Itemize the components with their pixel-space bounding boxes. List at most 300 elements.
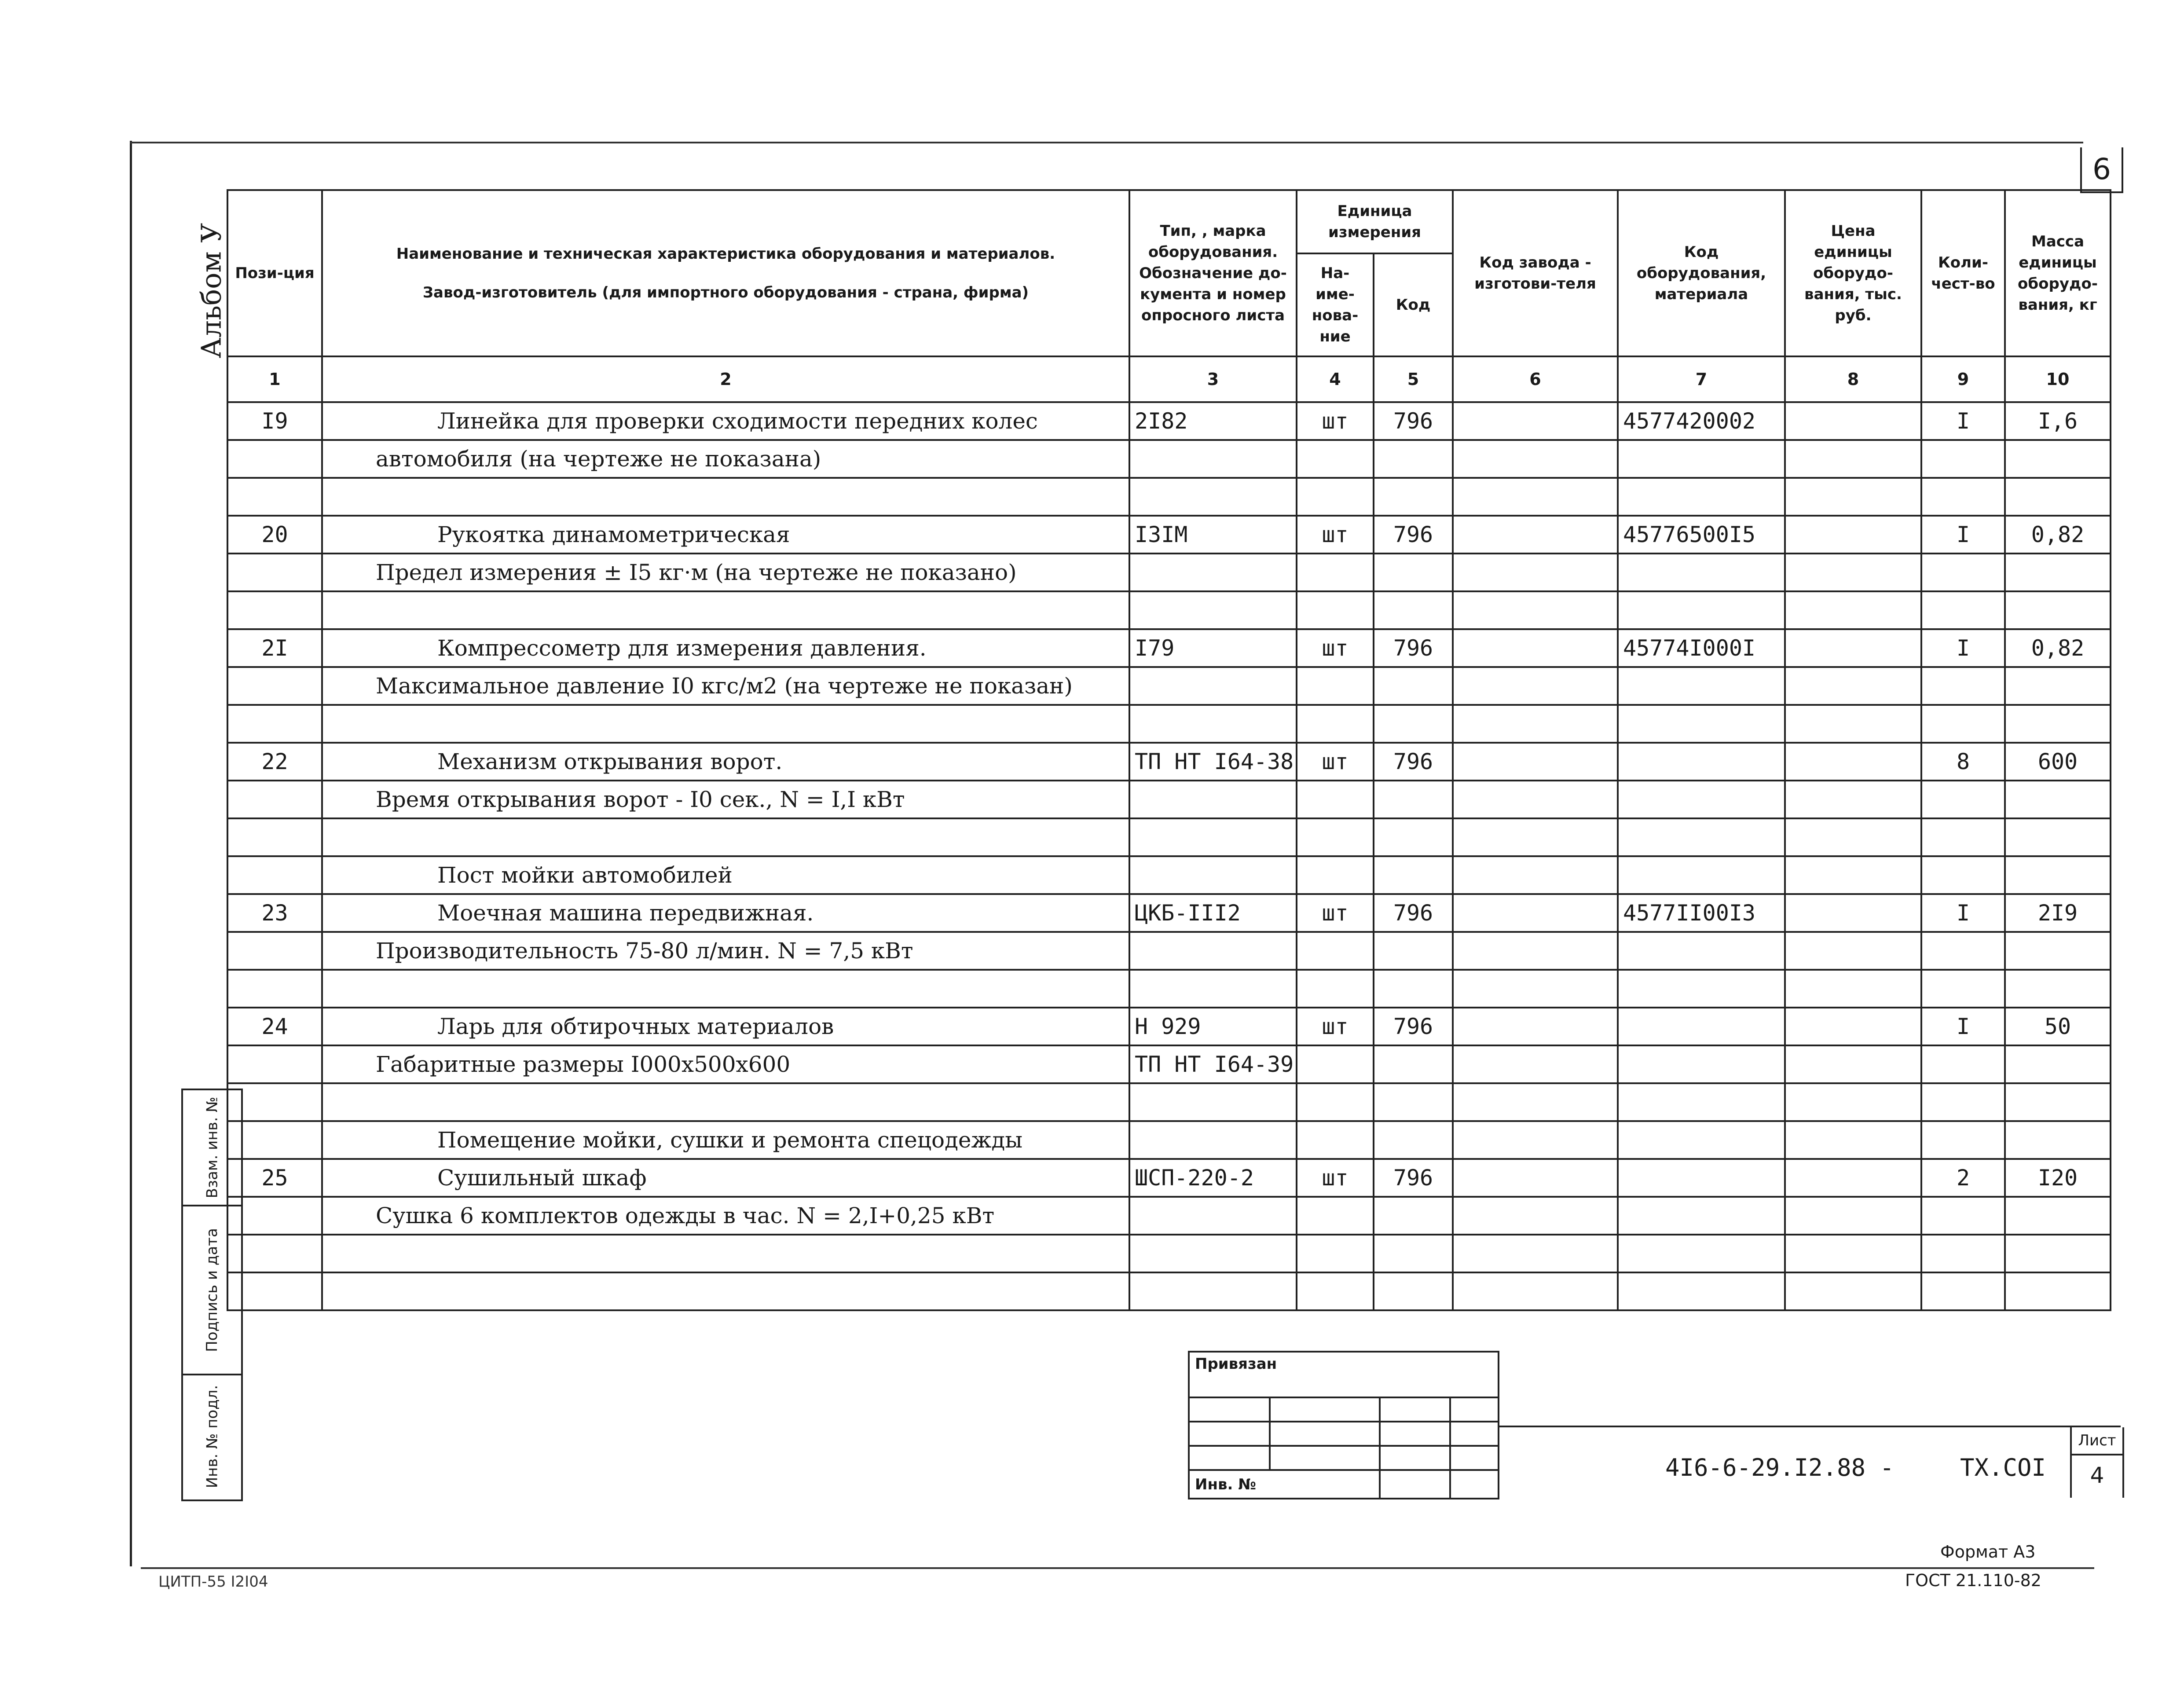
- cell-qty: [1921, 440, 2005, 478]
- cell-unit-code: [1374, 1235, 1453, 1272]
- cell-equip-code: [1618, 970, 1785, 1008]
- cell-unit: шт: [1297, 402, 1374, 440]
- column-number: 5: [1374, 356, 1453, 402]
- cell-mass: [2005, 781, 2111, 818]
- cell-mass: [2005, 1197, 2111, 1235]
- cell-unit-code: 796: [1374, 743, 1453, 781]
- cell-equip-code: [1618, 554, 1785, 591]
- cell-price: [1785, 667, 1921, 705]
- cell-equip-code: [1618, 705, 1785, 743]
- format-label: Формат А3: [1940, 1542, 2036, 1562]
- cell-factory-code: [1453, 1272, 1618, 1310]
- header-type: Тип, , марка оборудования. Обозначение до-кумента и номер опросного листа: [1129, 190, 1297, 356]
- cell-price: [1785, 894, 1921, 932]
- cell-type: [1129, 1272, 1297, 1310]
- cell-unit-code: [1374, 440, 1453, 478]
- column-number: 3: [1129, 356, 1297, 402]
- stamp-inv-label: Инв. №: [1195, 1476, 1257, 1493]
- cell-mass: [2005, 970, 2111, 1008]
- cell-position: [227, 818, 322, 856]
- cell-mass: [2005, 440, 2111, 478]
- sheet-number: 6: [2080, 147, 2123, 193]
- cell-description: Моечная машина передвижная.: [322, 894, 1129, 932]
- header-equip-code: Код оборудования, материала: [1618, 190, 1785, 356]
- cell-qty: 8: [1921, 743, 2005, 781]
- cell-mass: [2005, 705, 2111, 743]
- cell-equip-code: [1618, 743, 1785, 781]
- cell-position: 22: [227, 743, 322, 781]
- cell-position: 20: [227, 516, 322, 554]
- table-row: [227, 440, 2111, 478]
- cell-equip-code: 4577420002: [1618, 402, 1785, 440]
- cell-price: [1785, 591, 1921, 629]
- cell-factory-code: [1453, 743, 1618, 781]
- cell-mass: [2005, 1235, 2111, 1272]
- cell-mass: [2005, 1272, 2111, 1310]
- cell-description: Линейка для проверки сходимости передних колес: [322, 402, 1129, 440]
- column-number: 2: [322, 356, 1129, 402]
- cell-description: [322, 970, 1129, 1008]
- cell-unit-code: [1374, 856, 1453, 894]
- cell-factory-code: [1453, 932, 1618, 970]
- cell-unit-code: [1374, 1083, 1453, 1121]
- cell-unit: [1297, 1197, 1374, 1235]
- cell-unit: шт: [1297, 743, 1374, 781]
- cell-factory-code: [1453, 440, 1618, 478]
- cell-unit: [1297, 1272, 1374, 1310]
- header-name-line2: Завод-изготовитель (для импортного оборудования - страна, фирма): [422, 284, 1029, 301]
- cell-unit: [1297, 591, 1374, 629]
- gost-label: ГОСТ 21.110-82: [1905, 1571, 2041, 1590]
- cell-price: [1785, 781, 1921, 818]
- cell-type: [1129, 705, 1297, 743]
- cell-unit: [1297, 1235, 1374, 1272]
- cell-price: [1785, 970, 1921, 1008]
- cell-mass: [2005, 932, 2111, 970]
- cell-position: [227, 554, 322, 591]
- specification-table: [227, 189, 2111, 1311]
- cell-qty: [1921, 818, 2005, 856]
- document-tx: ТХ.СОI: [1960, 1454, 2046, 1481]
- cell-mass: [2005, 554, 2111, 591]
- header-unit-name: На-име-нова-ние: [1297, 253, 1374, 356]
- table-row: [227, 402, 2111, 440]
- cell-price: [1785, 440, 1921, 478]
- cell-unit: шт: [1297, 516, 1374, 554]
- cell-price: [1785, 1121, 1921, 1159]
- header-unit-code: Код: [1374, 253, 1453, 356]
- cell-description: [322, 478, 1129, 516]
- cell-qty: [1921, 1197, 2005, 1235]
- cell-equip-code: 45774I000I: [1618, 629, 1785, 667]
- cell-unit: [1297, 818, 1374, 856]
- table-row: [227, 1159, 2111, 1197]
- cell-mass: 0,82: [2005, 629, 2111, 667]
- cell-type: [1129, 591, 1297, 629]
- cell-unit-code: [1374, 781, 1453, 818]
- cell-mass: [2005, 591, 2111, 629]
- cell-position: 23: [227, 894, 322, 932]
- table-row: [227, 516, 2111, 554]
- cell-qty: I: [1921, 1008, 2005, 1045]
- cell-qty: [1921, 667, 2005, 705]
- cell-unit-code: 796: [1374, 402, 1453, 440]
- cell-description: автомобиля (на чертеже не показана): [322, 440, 1129, 478]
- cell-unit-code: 796: [1374, 629, 1453, 667]
- cell-type: ТП НТ I64-39: [1129, 1045, 1297, 1083]
- cell-price: [1785, 516, 1921, 554]
- cell-price: [1785, 1008, 1921, 1045]
- cell-factory-code: [1453, 856, 1618, 894]
- cell-equip-code: [1618, 781, 1785, 818]
- cell-price: [1785, 629, 1921, 667]
- cell-type: [1129, 1083, 1297, 1121]
- cell-price: [1785, 818, 1921, 856]
- cell-equip-code: [1618, 440, 1785, 478]
- cell-position: [227, 970, 322, 1008]
- cell-description: [322, 818, 1129, 856]
- side-inv-orig: Инв. № подл.: [203, 1385, 221, 1488]
- cell-description: Ларь для обтирочных материалов: [322, 1008, 1129, 1045]
- cell-mass: 50: [2005, 1008, 2111, 1045]
- cell-equip-code: 4577II00I3: [1618, 894, 1785, 932]
- cell-equip-code: [1618, 856, 1785, 894]
- column-number: 7: [1618, 356, 1785, 402]
- cell-factory-code: [1453, 478, 1618, 516]
- cell-mass: [2005, 818, 2111, 856]
- cell-unit: [1297, 1083, 1374, 1121]
- cell-qty: [1921, 856, 2005, 894]
- table-row: [227, 818, 2111, 856]
- cell-type: [1129, 478, 1297, 516]
- cell-price: [1785, 1045, 1921, 1083]
- cell-type: Н 929: [1129, 1008, 1297, 1045]
- cell-price: [1785, 932, 1921, 970]
- table-row: [227, 1272, 2111, 1310]
- cell-description: Время открывания ворот - I0 сек., N = I,I кВт: [322, 781, 1129, 818]
- cell-mass: [2005, 1083, 2111, 1121]
- side-sign-date: Подпись и дата: [183, 1206, 241, 1375]
- cell-description: Компрессометр для измерения давления.: [322, 629, 1129, 667]
- cell-mass: [2005, 856, 2111, 894]
- cell-qty: [1921, 781, 2005, 818]
- cell-unit-code: 796: [1374, 1159, 1453, 1197]
- cell-factory-code: [1453, 516, 1618, 554]
- cell-mass: I,6: [2005, 402, 2111, 440]
- cell-qty: [1921, 554, 2005, 591]
- column-numbers-row: [227, 356, 2111, 402]
- sheet-label: Лист: [2072, 1427, 2122, 1455]
- cell-type: [1129, 667, 1297, 705]
- cell-position: [227, 781, 322, 818]
- sheet-value: 4: [2090, 1463, 2104, 1488]
- cell-equip-code: [1618, 1045, 1785, 1083]
- cell-mass: [2005, 478, 2111, 516]
- cell-position: [227, 1045, 322, 1083]
- cell-unit-code: 796: [1374, 1008, 1453, 1045]
- cell-position: [227, 856, 322, 894]
- column-number: 1: [227, 356, 322, 402]
- cell-unit: [1297, 1045, 1374, 1083]
- cell-type: I3IM: [1129, 516, 1297, 554]
- table-row: [227, 1083, 2111, 1121]
- header-mass: Масса единицы оборудо-вания, кг: [2005, 190, 2111, 356]
- cell-equip-code: [1618, 478, 1785, 516]
- cell-qty: [1921, 1083, 2005, 1121]
- cell-equip-code: [1618, 932, 1785, 970]
- cell-unit: [1297, 705, 1374, 743]
- table-body: [227, 402, 2111, 1310]
- cell-factory-code: [1453, 970, 1618, 1008]
- cell-mass: 600: [2005, 743, 2111, 781]
- cell-unit-code: 796: [1374, 894, 1453, 932]
- header-name-line1: Наименование и техническая характеристика оборудования и материалов.: [396, 245, 1055, 263]
- header-name: [322, 190, 1129, 356]
- cell-unit: [1297, 1121, 1374, 1159]
- cell-unit-code: [1374, 478, 1453, 516]
- cell-description: Помещение мойки, сушки и ремонта спецодежды: [322, 1121, 1129, 1159]
- cell-factory-code: [1453, 667, 1618, 705]
- cell-position: 24: [227, 1008, 322, 1045]
- column-number: 8: [1785, 356, 1921, 402]
- cell-position: [227, 1235, 322, 1272]
- cell-equip-code: [1618, 667, 1785, 705]
- cell-type: [1129, 1235, 1297, 1272]
- cell-price: [1785, 1235, 1921, 1272]
- cell-position: I9: [227, 402, 322, 440]
- cell-price: [1785, 554, 1921, 591]
- cell-equip-code: [1618, 818, 1785, 856]
- cell-qty: I: [1921, 402, 2005, 440]
- cell-type: [1129, 818, 1297, 856]
- cell-unit: [1297, 970, 1374, 1008]
- cell-type: 2I82: [1129, 402, 1297, 440]
- cell-type: ЦКБ-III2: [1129, 894, 1297, 932]
- cell-qty: I: [1921, 629, 2005, 667]
- table-row: [227, 478, 2111, 516]
- cell-unit: [1297, 781, 1374, 818]
- cell-factory-code: [1453, 591, 1618, 629]
- cell-factory-code: [1453, 1121, 1618, 1159]
- cell-factory-code: [1453, 894, 1618, 932]
- cell-price: [1785, 1159, 1921, 1197]
- header-unit: Единица измерения: [1297, 190, 1453, 253]
- cell-qty: [1921, 1272, 2005, 1310]
- cell-mass: [2005, 1121, 2111, 1159]
- cell-unit-code: [1374, 818, 1453, 856]
- cell-equip-code: [1618, 1083, 1785, 1121]
- cell-qty: [1921, 1121, 2005, 1159]
- cell-equip-code: 45776500I5: [1618, 516, 1785, 554]
- cell-unit-code: [1374, 1121, 1453, 1159]
- cell-mass: [2005, 667, 2111, 705]
- title-block: [1498, 1426, 2121, 1498]
- cell-mass: I20: [2005, 1159, 2111, 1197]
- cell-qty: I: [1921, 894, 2005, 932]
- cell-price: [1785, 1197, 1921, 1235]
- cell-price: [1785, 856, 1921, 894]
- cell-description: Рукоятка динамометрическая: [322, 516, 1129, 554]
- cell-unit-code: [1374, 554, 1453, 591]
- cell-equip-code: [1618, 1121, 1785, 1159]
- cell-description: Предел измерения ± I5 кг·м (на чертеже не показано): [322, 554, 1129, 591]
- cell-unit-code: [1374, 970, 1453, 1008]
- cell-factory-code: [1453, 705, 1618, 743]
- cell-description: Сушка 6 комплектов одежды в час. N = 2,I+0,25 кВт: [322, 1197, 1129, 1235]
- cell-factory-code: [1453, 781, 1618, 818]
- cell-type: [1129, 781, 1297, 818]
- cell-price: [1785, 705, 1921, 743]
- cell-description: Максимальное давление I0 кгс/м2 (на чертеже не показан): [322, 667, 1129, 705]
- header-qty: Коли-чест-во: [1921, 190, 2005, 356]
- table-row: [227, 1121, 2111, 1159]
- header-factory-code: Код завода - изготови-теля: [1453, 190, 1618, 356]
- cell-unit-code: 796: [1374, 516, 1453, 554]
- cell-qty: [1921, 591, 2005, 629]
- cell-position: [227, 667, 322, 705]
- header-position: Пози-ция: [227, 190, 322, 356]
- header-price: Цена единицы оборудо-вания, тыс. руб.: [1785, 190, 1921, 356]
- cell-mass: 2I9: [2005, 894, 2111, 932]
- cell-unit-code: [1374, 667, 1453, 705]
- cell-position: [227, 932, 322, 970]
- cell-description: [322, 705, 1129, 743]
- table-row: [227, 932, 2111, 970]
- cell-qty: [1921, 970, 2005, 1008]
- cell-description: [322, 1235, 1129, 1272]
- cell-position: [227, 478, 322, 516]
- cell-unit: [1297, 440, 1374, 478]
- cell-description: Пост мойки автомобилей: [322, 856, 1129, 894]
- cell-factory-code: [1453, 1235, 1618, 1272]
- cell-unit: [1297, 554, 1374, 591]
- table-row: [227, 591, 2111, 629]
- cell-qty: 2: [1921, 1159, 2005, 1197]
- cell-price: [1785, 1272, 1921, 1310]
- cell-factory-code: [1453, 1045, 1618, 1083]
- cell-factory-code: [1453, 1008, 1618, 1045]
- table-row: [227, 1197, 2111, 1235]
- cell-equip-code: [1618, 1197, 1785, 1235]
- binding-stamp: [1188, 1351, 1499, 1499]
- table-row: [227, 743, 2111, 781]
- table-row: [227, 894, 2111, 932]
- cell-equip-code: [1618, 1272, 1785, 1310]
- cell-type: [1129, 1121, 1297, 1159]
- cell-type: ШСП-220-2: [1129, 1159, 1297, 1197]
- side-inv-replace: Взам. инв. №: [183, 1090, 241, 1206]
- cell-description: Габаритные размеры I000х500х600: [322, 1045, 1129, 1083]
- cell-unit: [1297, 932, 1374, 970]
- cell-price: [1785, 1083, 1921, 1121]
- cell-type: [1129, 1197, 1297, 1235]
- cell-unit-code: [1374, 591, 1453, 629]
- cell-equip-code: [1618, 591, 1785, 629]
- column-number: 4: [1297, 356, 1374, 402]
- cell-unit: шт: [1297, 1008, 1374, 1045]
- cell-mass: 0,82: [2005, 516, 2111, 554]
- cell-unit-code: [1374, 1197, 1453, 1235]
- cell-price: [1785, 743, 1921, 781]
- album-label-text: Альбом У: [195, 223, 227, 358]
- cell-position: 25: [227, 1159, 322, 1197]
- table-row: [227, 554, 2111, 591]
- cell-type: ТП НТ I64-38: [1129, 743, 1297, 781]
- cell-equip-code: [1618, 1159, 1785, 1197]
- cell-factory-code: [1453, 629, 1618, 667]
- cell-type: [1129, 856, 1297, 894]
- table-row: [227, 970, 2111, 1008]
- cell-description: [322, 591, 1129, 629]
- table-row: [227, 629, 2111, 667]
- cell-type: [1129, 970, 1297, 1008]
- cell-position: 2I: [227, 629, 322, 667]
- cell-description: Производительность 75-80 л/мин. N = 7,5 кВт: [322, 932, 1129, 970]
- cell-description: Сушильный шкаф: [322, 1159, 1129, 1197]
- table-row: [227, 705, 2111, 743]
- cell-price: [1785, 402, 1921, 440]
- table-row: [227, 1235, 2111, 1272]
- cell-description: [322, 1083, 1129, 1121]
- cell-qty: [1921, 478, 2005, 516]
- cell-type: [1129, 554, 1297, 591]
- cell-unit: шт: [1297, 629, 1374, 667]
- cell-position: [227, 591, 322, 629]
- cell-description: [322, 1272, 1129, 1310]
- cell-factory-code: [1453, 818, 1618, 856]
- cell-qty: I: [1921, 516, 2005, 554]
- cell-factory-code: [1453, 1083, 1618, 1121]
- cell-qty: [1921, 705, 2005, 743]
- table-row: [227, 856, 2111, 894]
- sheet-box: [2070, 1427, 2124, 1498]
- frame-bottom-line: [141, 1567, 2094, 1569]
- table-row: [227, 1045, 2111, 1083]
- cell-unit: шт: [1297, 894, 1374, 932]
- cell-unit-code: [1374, 705, 1453, 743]
- stamp-bound-label: Привязан: [1195, 1355, 1277, 1373]
- cell-price: [1785, 478, 1921, 516]
- cell-position: [227, 1083, 322, 1121]
- column-number: 10: [2005, 356, 2111, 402]
- cell-type: [1129, 932, 1297, 970]
- table-row: [227, 667, 2111, 705]
- cell-qty: [1921, 932, 2005, 970]
- frame-top-line: [130, 142, 2083, 143]
- cell-factory-code: [1453, 402, 1618, 440]
- cell-factory-code: [1453, 1197, 1618, 1235]
- column-number: 9: [1921, 356, 2005, 402]
- cell-unit-code: [1374, 1272, 1453, 1310]
- cell-equip-code: [1618, 1008, 1785, 1045]
- cell-unit: [1297, 667, 1374, 705]
- cell-position: [227, 1197, 322, 1235]
- cell-position: [227, 705, 322, 743]
- document-code: 4I6-6-29.I2.88 -: [1665, 1454, 1895, 1481]
- cell-position: [227, 440, 322, 478]
- cell-factory-code: [1453, 554, 1618, 591]
- cell-qty: [1921, 1045, 2005, 1083]
- cell-factory-code: [1453, 1159, 1618, 1197]
- column-number: 6: [1453, 356, 1618, 402]
- inventory-stamp: ЦИТП-55 I2I04: [158, 1573, 268, 1591]
- cell-mass: [2005, 1045, 2111, 1083]
- cell-position: [227, 1272, 322, 1310]
- cell-qty: [1921, 1235, 2005, 1272]
- table-row: [227, 781, 2111, 818]
- cell-unit: [1297, 478, 1374, 516]
- cell-unit-code: [1374, 932, 1453, 970]
